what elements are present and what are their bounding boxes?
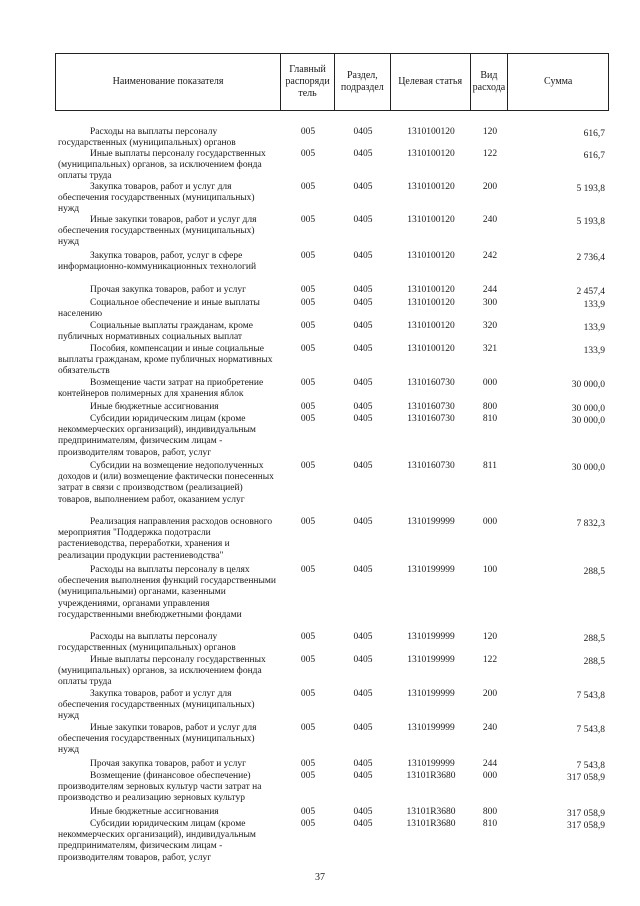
row-razdel: 0405 <box>353 517 373 527</box>
row-glavny: 005 <box>300 632 316 642</box>
row-vid: 321 <box>482 344 498 354</box>
row-name: Возмещение (финансовое обеспечение) производителям зерновых культур части затрат на производство и реализацию зерновых культур <box>58 771 262 804</box>
row-vid: 120 <box>482 632 498 642</box>
row-glavny: 005 <box>300 344 316 354</box>
row-glavny: 005 <box>300 182 316 192</box>
row-name: Реализация направления расходов основного мероприятия "Поддержка подотрасли растениеводства, переработки, хранения и реализации продукции растениеводства" <box>58 517 273 561</box>
row-razdel: 0405 <box>353 149 373 159</box>
row-glavny: 005 <box>300 285 316 295</box>
row-sum: 288,5 <box>583 567 605 577</box>
row-glavny: 005 <box>300 565 316 575</box>
row-vid: 811 <box>483 461 497 471</box>
row-glavny: 005 <box>300 402 316 412</box>
row-razdel: 0405 <box>353 689 373 699</box>
row-name: Социальные выплаты гражданам, кроме публичных нормативных социальных выплат <box>58 321 253 343</box>
row-sum: 616,7 <box>583 129 605 139</box>
row-glavny: 005 <box>300 414 316 424</box>
row-name: Расходы на выплаты персоналу государственных (муниципальных) органов <box>58 632 236 654</box>
row-razdel: 0405 <box>353 127 373 137</box>
row-sum: 5 193,8 <box>576 184 605 194</box>
row-vid: 000 <box>482 378 498 388</box>
row-vid: 100 <box>482 565 498 575</box>
row-vid: 122 <box>482 149 498 159</box>
header-vid: Вид расхода <box>471 54 509 110</box>
row-name: Расходы на выплаты персоналу государственных (муниципальных) органов <box>58 127 236 149</box>
row-tselevaya: 1310160730 <box>407 414 455 424</box>
row-razdel: 0405 <box>353 655 373 665</box>
row-glavny: 005 <box>300 461 316 471</box>
row-glavny: 005 <box>300 689 316 699</box>
row-razdel: 0405 <box>353 298 373 308</box>
row-glavny: 005 <box>300 655 316 665</box>
row-sum: 7 543,8 <box>576 691 605 701</box>
header-summa: Сумма <box>544 76 573 87</box>
row-tselevaya: 1310199999 <box>407 655 455 665</box>
row-vid: 240 <box>482 215 498 225</box>
row-tselevaya: 1310199999 <box>407 565 455 575</box>
row-sum: 288,5 <box>583 634 605 644</box>
row-vid: 200 <box>482 182 498 192</box>
row-glavny: 005 <box>300 517 316 527</box>
row-vid: 000 <box>482 517 498 527</box>
row-sum: 288,5 <box>583 657 605 667</box>
row-tselevaya: 13101R3680 <box>406 771 456 781</box>
row-name: Иные закупки товаров, работ и услуг для обеспечения государственных (муниципальных) нужд <box>58 723 257 756</box>
row-name: Расходы на выплаты персоналу в целях обеспечения выполнения функций государственными (муниципальными) органами, казенными учреждениями, органами управления государственными внебюджетными фондами <box>58 565 276 620</box>
row-razdel: 0405 <box>353 215 373 225</box>
header-name: Наименование показателя <box>56 54 281 110</box>
row-tselevaya: 1310100120 <box>407 344 455 354</box>
header-tselevaya: Целевая статья <box>391 54 471 110</box>
row-tselevaya: 1310100120 <box>407 298 455 308</box>
row-glavny: 005 <box>300 321 316 331</box>
row-sum: 30 000,0 <box>571 463 605 473</box>
row-sum: 30 000,0 <box>571 404 605 414</box>
row-glavny: 005 <box>300 149 316 159</box>
row-glavny: 005 <box>300 807 316 817</box>
row-razdel: 0405 <box>353 807 373 817</box>
row-name: Возмещение части затрат на приобретение контейнеров полимерных для хранения яблок <box>58 378 264 400</box>
row-razdel: 0405 <box>353 402 373 412</box>
row-name: Субсидии юридическим лицам (кроме некоммерческих организаций), индивидуальным предпринимателям, физическим лицам - производителям товаров, работ, услуг <box>58 414 256 458</box>
row-tselevaya: 1310199999 <box>407 517 455 527</box>
row-glavny: 005 <box>300 723 316 733</box>
row-razdel: 0405 <box>353 759 373 769</box>
row-glavny: 005 <box>300 378 316 388</box>
row-sum: 5 193,8 <box>576 217 605 227</box>
row-vid: 200 <box>482 689 498 699</box>
row-glavny: 005 <box>300 771 316 781</box>
row-tselevaya: 1310100120 <box>407 127 455 137</box>
row-name: Закупка товаров, работ и услуг для обеспечения государственных (муниципальных) нужд <box>58 689 255 722</box>
row-tselevaya: 1310199999 <box>407 689 455 699</box>
row-name: Иные закупки товаров, работ и услуг для обеспечения государственных (муниципальных) нужд <box>58 215 257 248</box>
row-vid: 122 <box>482 655 498 665</box>
row-tselevaya: 13101R3680 <box>406 807 456 817</box>
table-header <box>55 53 609 111</box>
row-sum: 133,9 <box>583 346 605 356</box>
row-tselevaya: 1310160730 <box>407 402 455 412</box>
row-name: Закупка товаров, работ и услуг для обеспечения государственных (муниципальных) нужд <box>58 182 255 215</box>
row-vid: 800 <box>482 402 498 412</box>
row-vid: 244 <box>482 759 498 769</box>
row-razdel: 0405 <box>353 321 373 331</box>
row-sum: 133,9 <box>583 323 605 333</box>
row-razdel: 0405 <box>353 771 373 781</box>
row-razdel: 0405 <box>353 378 373 388</box>
row-tselevaya: 1310160730 <box>407 378 455 388</box>
row-tselevaya: 1310100120 <box>407 182 455 192</box>
row-vid: 300 <box>482 298 498 308</box>
row-glavny: 005 <box>300 215 316 225</box>
row-sum: 2 457,4 <box>576 287 605 297</box>
page-number: 37 <box>315 872 325 883</box>
row-vid: 240 <box>482 723 498 733</box>
row-sum: 30 000,0 <box>571 380 605 390</box>
row-glavny: 005 <box>300 819 316 829</box>
row-tselevaya: 1310100120 <box>407 215 455 225</box>
row-tselevaya: 13101R3680 <box>406 819 456 829</box>
row-glavny: 005 <box>300 251 316 261</box>
row-tselevaya: 1310199999 <box>407 759 455 769</box>
row-vid: 242 <box>482 251 498 261</box>
row-razdel: 0405 <box>353 182 373 192</box>
row-name: Прочая закупка товаров, работ и услуг <box>90 285 247 295</box>
header-glavny: Главный распоряди тель <box>281 54 335 110</box>
row-name: Иные бюджетные ассигнования <box>90 402 219 412</box>
row-sum: 7 543,8 <box>576 725 605 735</box>
row-razdel: 0405 <box>353 251 373 261</box>
row-sum: 30 000,0 <box>571 416 605 426</box>
row-tselevaya: 1310100120 <box>407 285 455 295</box>
row-sum: 7 543,8 <box>576 761 605 771</box>
row-name: Прочая закупка товаров, работ и услуг <box>90 759 247 769</box>
row-tselevaya: 1310100120 <box>407 251 455 261</box>
row-razdel: 0405 <box>353 565 373 575</box>
row-tselevaya: 1310100120 <box>407 149 455 159</box>
row-name: Пособия, компенсации и иные социальные выплаты гражданам, кроме публичных нормативных обязательств <box>58 344 273 377</box>
row-sum: 317 058,9 <box>567 821 605 831</box>
row-glavny: 005 <box>300 127 316 137</box>
row-razdel: 0405 <box>353 461 373 471</box>
row-sum: 133,9 <box>583 300 605 310</box>
row-tselevaya: 1310199999 <box>407 632 455 642</box>
row-vid: 810 <box>482 819 498 829</box>
header-razdel: Раздел, подраздел <box>335 54 391 110</box>
row-name: Иные бюджетные ассигнования <box>90 807 219 817</box>
row-name: Субсидии на возмещение недополученных доходов и (или) возмещение фактически понесенных затрат в связи с производством (реализацией) товаров, выполнением работ, оказанием услуг <box>58 461 274 505</box>
row-razdel: 0405 <box>353 723 373 733</box>
row-glavny: 005 <box>300 298 316 308</box>
row-tselevaya: 1310160730 <box>407 461 455 471</box>
row-name: Закупка товаров, работ, услуг в сфере информационно-коммуникационных технологий <box>58 251 257 273</box>
row-vid: 320 <box>482 321 498 331</box>
row-name: Иные выплаты персоналу государственных (муниципальных) органов, за исключением фонда оплаты труда <box>58 149 266 182</box>
row-sum: 317 058,9 <box>567 773 605 783</box>
row-sum: 7 832,3 <box>576 519 605 529</box>
row-vid: 800 <box>482 807 498 817</box>
row-name: Субсидии юридическим лицам (кроме некоммерческих организаций), индивидуальным предпринимателям, физическим лицам - производителям товаров, работ, услуг <box>58 819 256 863</box>
row-razdel: 0405 <box>353 344 373 354</box>
row-tselevaya: 1310100120 <box>407 321 455 331</box>
row-razdel: 0405 <box>353 819 373 829</box>
row-sum: 2 736,4 <box>576 253 605 263</box>
row-razdel: 0405 <box>353 285 373 295</box>
row-razdel: 0405 <box>353 632 373 642</box>
row-vid: 000 <box>482 771 498 781</box>
row-sum: 317 058,9 <box>567 809 605 819</box>
row-razdel: 0405 <box>353 414 373 424</box>
row-name: Социальное обеспечение и иные выплаты населению <box>58 298 260 320</box>
row-vid: 810 <box>482 414 498 424</box>
row-glavny: 005 <box>300 759 316 769</box>
row-sum: 616,7 <box>583 151 605 161</box>
row-vid: 244 <box>482 285 498 295</box>
row-name: Иные выплаты персоналу государственных (муниципальных) органов, за исключением фонда оплаты труда <box>58 655 266 688</box>
row-vid: 120 <box>482 127 498 137</box>
row-tselevaya: 1310199999 <box>407 723 455 733</box>
